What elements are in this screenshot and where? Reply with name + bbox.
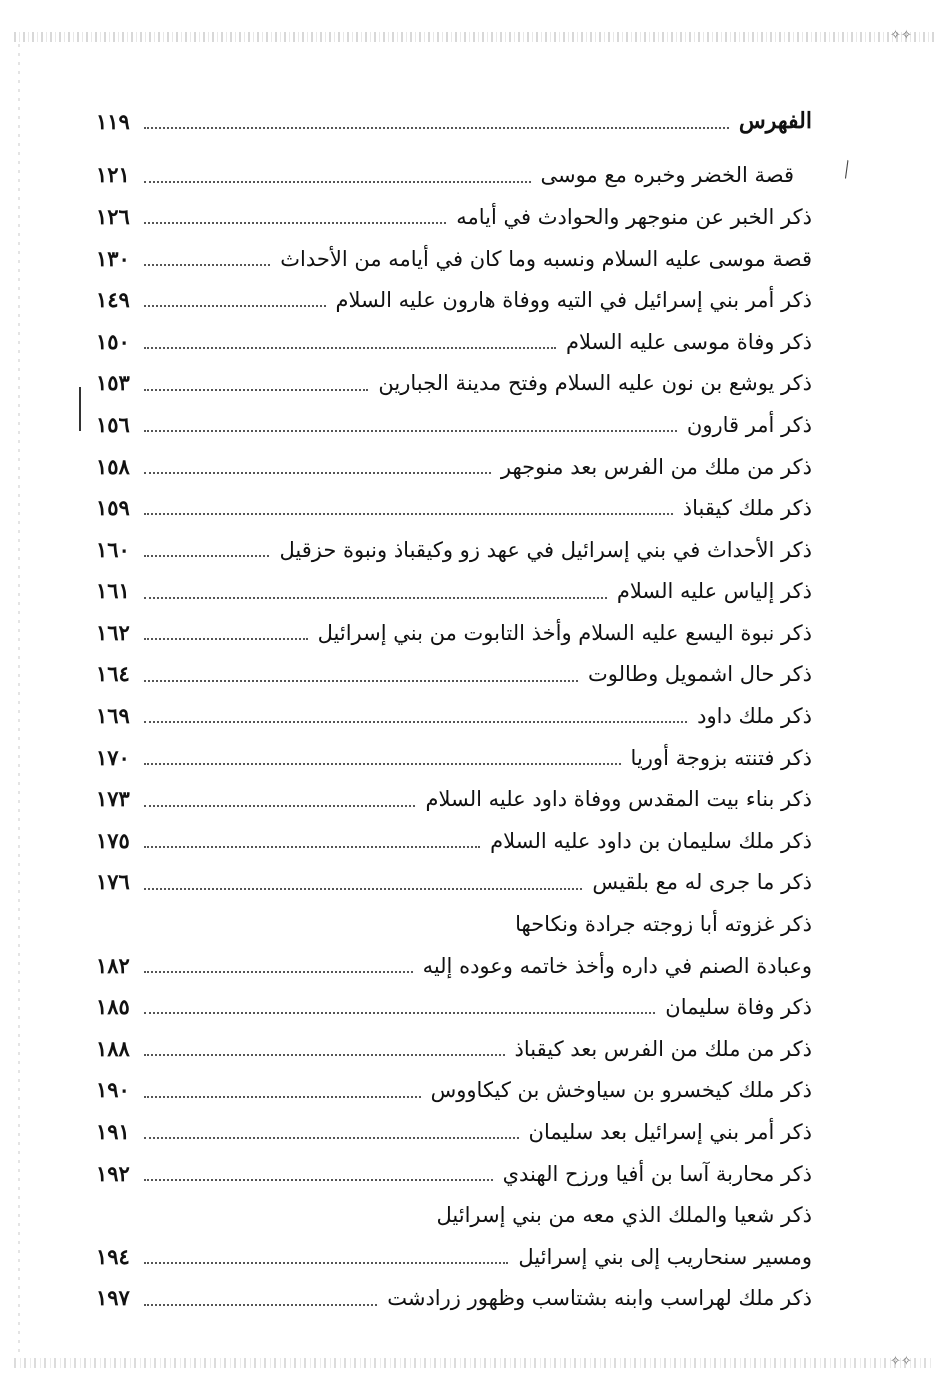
dot-leader xyxy=(144,1178,493,1181)
toc-entry xyxy=(96,1148,812,1190)
running-title: الفهرس xyxy=(738,107,812,134)
dot-leader xyxy=(144,970,413,973)
toc-entry xyxy=(96,1231,812,1273)
dot-leader xyxy=(144,762,621,765)
toc-entry-title: ذكر الخبر عن منوجهر والحوادث في أيامه xyxy=(456,204,812,229)
dot-leader xyxy=(144,388,368,391)
dot-leader xyxy=(144,1136,519,1139)
toc-entry-title: ذكر إلياس عليه السلام xyxy=(616,579,812,604)
dot-leader xyxy=(144,554,269,557)
toc-entry-title: ذكر أمر بني إسرائيل في التيه ووفاة هارون عليه السلام xyxy=(335,288,812,313)
page-edge-bottom xyxy=(14,1358,934,1368)
toc-entry-page: ١٢٦ xyxy=(96,203,130,229)
toc-entry-title: ذكر ملك كيقباذ xyxy=(682,496,812,521)
toc-entry xyxy=(96,524,812,566)
toc-entry-title: ذكر أمر بني إسرائيل بعد سليمان xyxy=(528,1120,812,1144)
toc-entry-page: ١٧٥ xyxy=(96,827,130,853)
toc-entry-page: ١٩٠ xyxy=(96,1077,130,1103)
toc-entry-title: قصة الخضر وخبره مع موسى xyxy=(540,163,794,188)
dot-leader xyxy=(144,596,607,599)
toc-entry xyxy=(96,483,812,525)
toc-entry xyxy=(96,1023,812,1065)
toc-entry-page: ١٩٤ xyxy=(96,1243,130,1269)
corner-ornament-bottom: ✧✧ xyxy=(890,1354,912,1369)
toc-entry-page: ١٦٢ xyxy=(96,619,130,645)
toc-entry-title: ذكر ملك لهراسب وابنه بشتاسب وظهور زرادشت xyxy=(387,1286,812,1311)
scan-mark xyxy=(79,387,81,431)
dot-leader xyxy=(144,637,308,640)
toc-entry-page: ١٦٠ xyxy=(96,536,130,562)
toc-entry-title: ذكر فتنته بزوجة أوريا xyxy=(630,745,812,770)
dot-leader xyxy=(144,1221,427,1222)
toc-entry xyxy=(96,400,812,442)
dot-leader xyxy=(144,679,578,682)
toc-entry-title: ذكر من ملك من الفرس بعد منوجهر xyxy=(500,454,812,479)
toc-entry xyxy=(96,358,812,400)
toc-entry-page: ١٨٥ xyxy=(96,994,130,1020)
toc-entries xyxy=(96,150,812,1315)
toc-entry xyxy=(96,774,812,816)
page-edge-left xyxy=(18,44,20,1354)
toc-entry-page: ١٣٠ xyxy=(96,245,130,271)
page-header xyxy=(96,96,812,138)
dot-leader xyxy=(144,845,480,848)
toc-entry-page: ١٩٧ xyxy=(96,1285,130,1311)
dot-leader xyxy=(144,720,687,723)
pen-mark: ╲ xyxy=(838,161,855,179)
dot-leader xyxy=(144,221,446,224)
dot-leader xyxy=(144,304,326,307)
toc-entry xyxy=(96,857,812,899)
toc-entry xyxy=(96,316,812,358)
dot-leader xyxy=(144,1261,508,1264)
toc-entry xyxy=(96,233,812,275)
toc-entry-page: ١٥٩ xyxy=(96,495,130,521)
toc-entry-title: ذكر وفاة موسى عليه السلام xyxy=(566,329,812,354)
toc-entry-title: ذكر ملك كيخسرو بن سياوخش بن كيكاووس xyxy=(430,1078,812,1103)
dot-leader xyxy=(144,126,729,129)
toc-entry xyxy=(96,192,812,234)
toc-entry xyxy=(96,150,812,192)
dot-leader xyxy=(144,1303,377,1306)
toc-entry-title: ومسير سنحاريب إلى بني إسرائيل xyxy=(518,1244,812,1269)
toc-entry xyxy=(96,940,812,982)
toc-entry-title: ذكر الأحداث في بني إسرائيل في عهد زو وكيقباذ ونبوة حزقيل xyxy=(279,537,812,562)
dot-leader xyxy=(144,1011,655,1014)
toc-entry-title: ذكر بناء بيت المقدس ووفاة داود عليه السلام xyxy=(425,787,812,812)
toc-entry-title: ذكر حال اشمويل وطالوت xyxy=(587,662,812,687)
toc-entry-title: قصة موسى عليه السلام ونسبه وما كان في أيامه من الأحداث xyxy=(280,246,812,271)
toc-entry-title: ذكر شعيا والملك الذي معه من بني إسرائيل xyxy=(436,1203,812,1228)
table-of-contents xyxy=(96,96,812,1315)
toc-entry-page: ١٨٨ xyxy=(96,1035,130,1061)
toc-entry xyxy=(96,566,812,608)
dot-leader xyxy=(144,180,531,183)
toc-entry xyxy=(96,816,812,858)
toc-entry xyxy=(96,608,812,650)
toc-entry-page: ١٥٨ xyxy=(96,453,130,479)
toc-entry-page: ١٤٩ xyxy=(96,287,130,313)
toc-entry-title: ذكر من ملك من الفرس بعد كيقباذ xyxy=(514,1036,812,1061)
toc-entry-title: ذكر أمر قارون xyxy=(686,412,812,437)
toc-entry xyxy=(96,1273,812,1315)
toc-entry xyxy=(96,691,812,733)
toc-entry-title: وعبادة الصنم في داره وأخذ خاتمه وعوده إليه xyxy=(422,953,812,978)
corner-ornament-top: ✧✧ xyxy=(890,28,912,43)
dot-leader xyxy=(144,804,415,807)
toc-entry-title: ذكر وفاة سليمان xyxy=(665,995,812,1020)
dot-leader xyxy=(144,346,556,349)
toc-entry-page: ١٥٠ xyxy=(96,328,130,354)
toc-entry-title: ذكر محاربة آسا بن أفيا ورزح الهندي xyxy=(502,1161,812,1186)
dot-leader xyxy=(144,1053,505,1056)
toc-entry-page: ١٩١ xyxy=(96,1119,130,1144)
toc-entry-title: ذكر يوشع بن نون عليه السلام وفتح مدينة الجبارين xyxy=(378,371,812,396)
toc-entry-page: ١٧٠ xyxy=(96,744,130,770)
toc-entry xyxy=(96,1065,812,1107)
toc-entry-page xyxy=(96,937,134,940)
dot-leader xyxy=(144,471,491,474)
toc-entry-page: ١٢١ xyxy=(96,162,130,188)
page-edge-top xyxy=(14,32,934,42)
toc-entry xyxy=(96,275,812,317)
dot-leader xyxy=(144,512,673,515)
toc-entry-title: ذكر غزوته أبا زوجته جرادة ونكاحها xyxy=(515,912,812,937)
toc-entry-page: ١٥٦ xyxy=(96,411,130,437)
toc-entry-title: ذكر ما جرى له مع بلقيس xyxy=(592,870,812,895)
toc-entry-page: ١٧٣ xyxy=(96,786,130,812)
toc-entry-page xyxy=(96,1228,134,1231)
toc-entry-title: ذكر ملك سليمان بن داود عليه السلام xyxy=(490,828,812,853)
dot-leader xyxy=(144,429,677,432)
toc-entry-page: ١٦٤ xyxy=(96,661,130,687)
toc-entry xyxy=(96,1190,812,1232)
page-number: ١١٩ xyxy=(96,108,130,134)
toc-entry-page: ١٨٢ xyxy=(96,952,130,978)
toc-entry xyxy=(96,441,812,483)
toc-entry-page: ١٦٩ xyxy=(96,703,130,729)
toc-entry-title: ذكر ملك داود xyxy=(697,704,812,729)
toc-entry-page: ١٦١ xyxy=(96,578,130,604)
dot-leader xyxy=(144,1095,421,1098)
toc-entry xyxy=(96,1107,812,1149)
toc-entry xyxy=(96,732,812,774)
toc-entry-page: ١٧٦ xyxy=(96,869,130,895)
toc-entry xyxy=(96,649,812,691)
dot-leader xyxy=(144,930,505,931)
dot-leader xyxy=(144,887,582,890)
toc-entry xyxy=(96,899,812,941)
toc-entry-page: ١٥٣ xyxy=(96,370,130,396)
toc-entry-title: ذكر نبوة اليسع عليه السلام وأخذ التابوت من بني إسرائيل xyxy=(317,620,812,645)
toc-entry xyxy=(96,982,812,1024)
dot-leader xyxy=(144,263,270,266)
toc-entry-page: ١٩٢ xyxy=(96,1160,130,1186)
